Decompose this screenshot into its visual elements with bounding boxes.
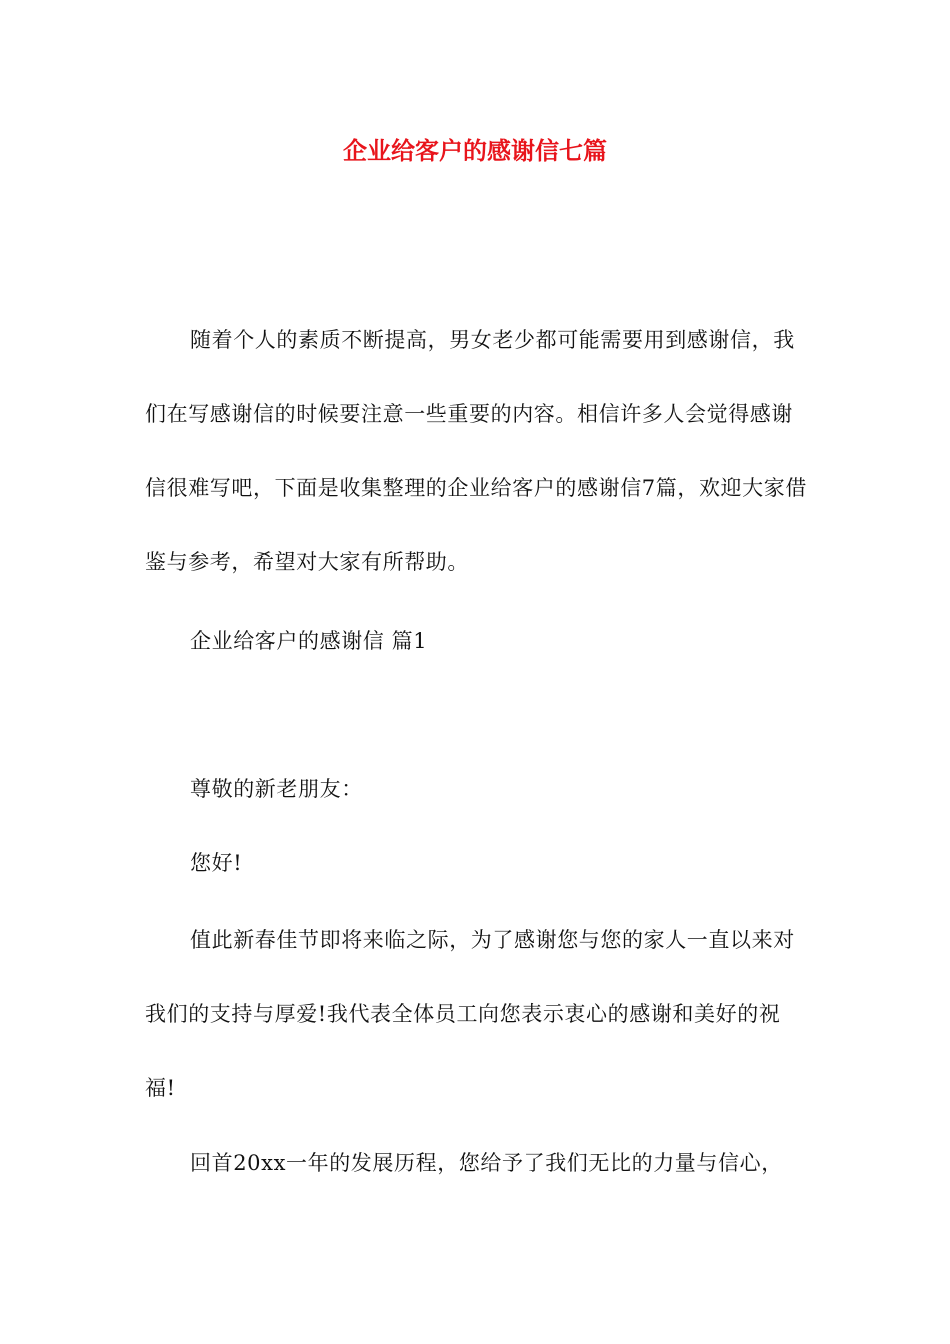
intro-paragraph: 随着个人的素质不断提高，男女老少都可能需要用到感谢信，我们在写感谢信的时候要注意一些重要的内容。相信许多人会觉得感谢信很难写吧，下面是收集整理的企业给客户的感谢信7篇，欢迎大家借鉴与参考，希望对大家有所帮助。	[145, 328, 807, 574]
section-heading: 企业给客户的感谢信 篇1	[190, 629, 428, 653]
body-paragraph-1: 值此新春佳节即将来临之际，为了感谢您与您的家人一直以来对我们的支持与厚爱!我代表全体员工向您表示衷心的感谢和美好的祝福!	[145, 928, 795, 1100]
greeting: 您好!	[190, 851, 243, 875]
body-paragraph-2: 回首20xx一年的发展历程，您给予了我们无比的力量与信心，	[190, 1151, 783, 1175]
document-title: 企业给客户的感谢信七篇	[343, 136, 607, 165]
salutation: 尊敬的新老朋友：	[190, 777, 363, 801]
